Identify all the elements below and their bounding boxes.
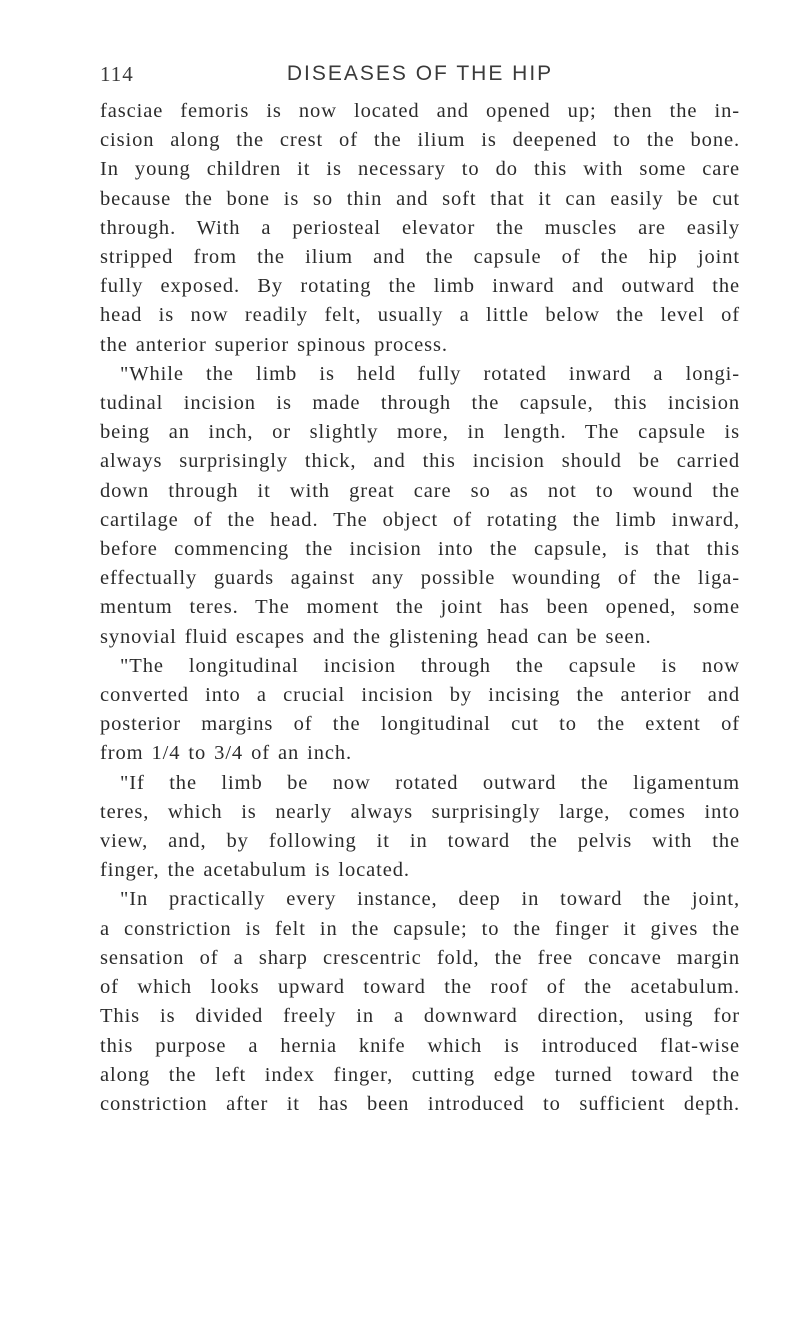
text-line: down through it with great care so as not to wound the xyxy=(100,479,740,502)
text-line: "While the limb is held fully rotated inward a longi- xyxy=(120,362,740,385)
text-line: finger, the acetabulum is located. xyxy=(100,859,410,882)
text-line: this purpose a hernia knife which is introduced flat-wise xyxy=(100,1034,740,1057)
text-line: "In practically every instance, deep in toward the joint, xyxy=(120,888,740,911)
text-line: through. With a periosteal elevator the muscles are easily xyxy=(100,216,740,239)
text-line: fully exposed. By rotating the limb inward and outward the xyxy=(100,275,740,298)
text-line: being an inch, or slightly more, in length. The capsule is xyxy=(100,421,740,444)
page-number: 114 xyxy=(100,62,134,86)
text-line: always surprisingly thick, and this incision should be carried xyxy=(100,450,740,473)
text-line: because the bone is so thin and soft that it can easily be cut xyxy=(100,187,740,210)
text-line: This is divided freely in a downward direction, using for xyxy=(100,1005,740,1028)
text-line: cision along the crest of the ilium is deepened to the bone. xyxy=(100,129,740,152)
text-line: teres, which is nearly always surprisingly large, comes into xyxy=(100,800,740,823)
text-line: stripped from the ilium and the capsule of the hip joint xyxy=(100,246,740,269)
text-line: effectually guards against any possible wounding of the liga- xyxy=(100,567,740,590)
text-line: fasciae femoris is now located and opened up; then the in- xyxy=(100,100,740,122)
paragraph-3 xyxy=(100,652,740,769)
text-line: mentum teres. The moment the joint has been opened, some xyxy=(100,596,740,619)
paragraph-2 xyxy=(100,360,740,652)
text-line: converted into a crucial incision by incising the anterior and xyxy=(100,684,740,707)
paragraph-5 xyxy=(100,885,740,1119)
text-line: head is now readily felt, usually a little below the level of xyxy=(100,304,740,327)
text-line: view, and, by following it in toward the pelvis with the xyxy=(100,830,740,853)
body-text xyxy=(100,97,740,1119)
text-line: "The longitudinal incision through the capsule is now xyxy=(120,654,740,677)
text-line: the anterior superior spinous process. xyxy=(100,333,448,356)
text-line: constriction after it has been introduced to sufficient depth. xyxy=(100,1092,740,1115)
text-line: synovial fluid escapes and the glistening head can be seen. xyxy=(100,625,652,648)
running-head: DISEASES OF THE HIP xyxy=(286,62,554,85)
paragraph-4 xyxy=(100,769,740,886)
text-line: "If the limb be now rotated outward the ligamentum xyxy=(120,771,740,794)
paragraph-1 xyxy=(100,97,740,360)
text-line: posterior margins of the longitudinal cut to the extent of xyxy=(100,713,740,736)
text-line: cartilage of the head. The object of rotating the limb inward, xyxy=(100,508,740,531)
text-line: sensation of a sharp crescentric fold, the free concave margin xyxy=(100,946,740,969)
text-line: from 1/4 to 3/4 of an inch. xyxy=(100,742,353,765)
text-line: a constriction is felt in the capsule; to the finger it gives the xyxy=(100,917,740,940)
text-line: In young children it is necessary to do this with some care xyxy=(100,158,740,181)
text-line: tudinal incision is made through the capsule, this incision xyxy=(100,392,740,415)
page-header xyxy=(100,62,740,102)
text-line: before commencing the incision into the capsule, is that this xyxy=(100,538,740,561)
text-line: along the left index finger, cutting edge turned toward the xyxy=(100,1063,740,1086)
text-line: of which looks upward toward the roof of the acetabulum. xyxy=(100,976,740,999)
